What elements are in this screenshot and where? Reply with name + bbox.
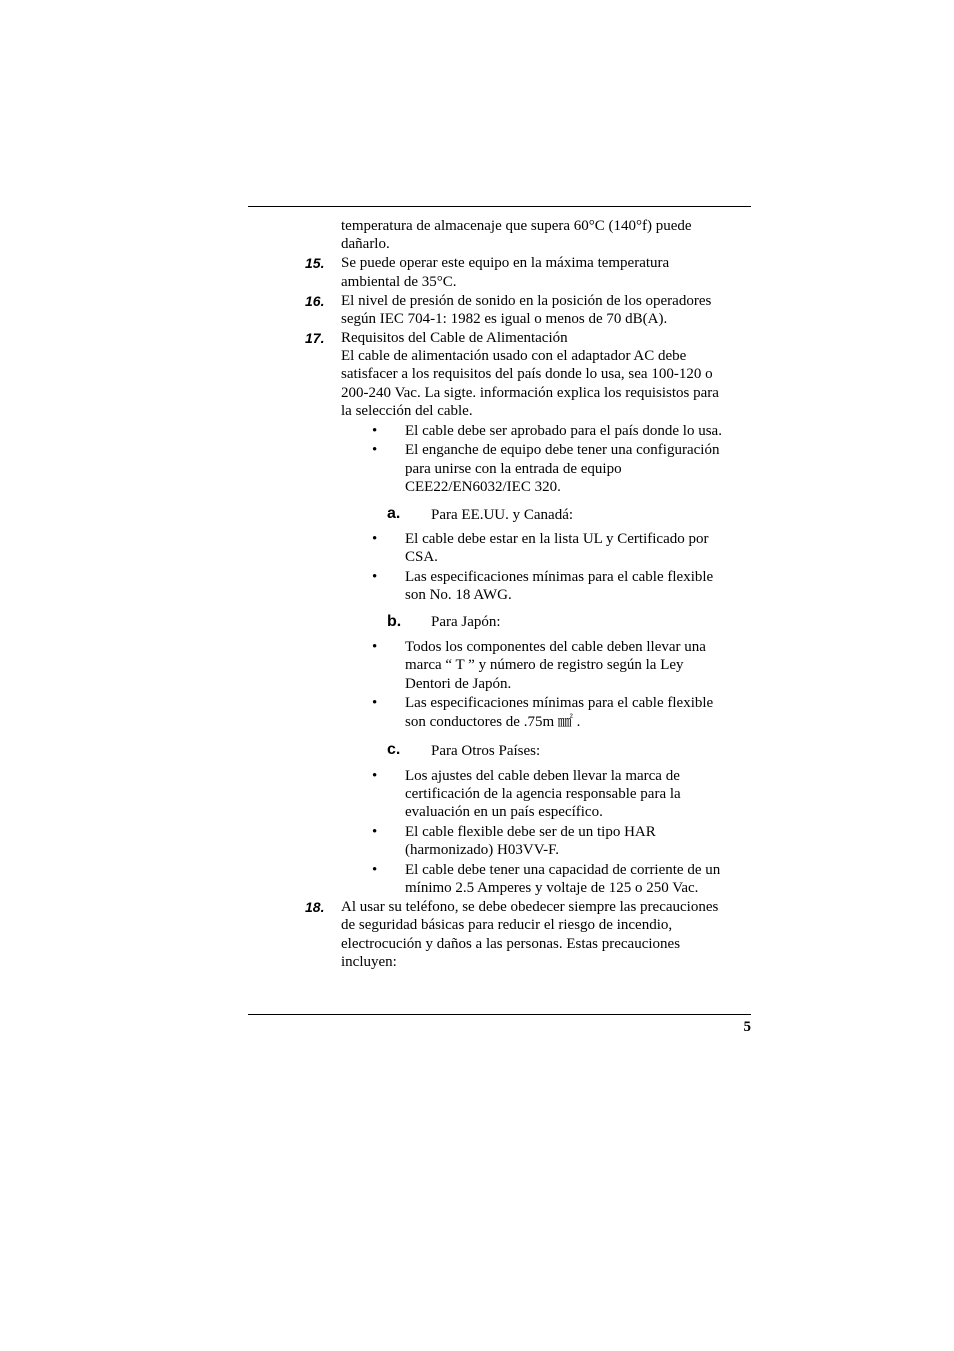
item-17-line: la selección del cable.: [341, 403, 473, 419]
section-c-bullet-line: El cable debe tener una capacidad de corriente de un: [405, 862, 721, 878]
general-bullet-line: El cable debe ser aprobado para el país donde lo usa.: [405, 423, 722, 439]
section-b-bullet-line: Todos los componentes del cable deben llevar una: [405, 639, 706, 655]
section-c-bullet-line: (harmonizado) H03VV-F.: [405, 842, 560, 858]
bullet-icon: •: [372, 695, 378, 711]
bullet-icon: •: [372, 824, 378, 840]
item-15-line: Se puede operar este equipo en la máxima temperatura: [341, 255, 670, 271]
item-18-line: de seguridad básicas para reducir el riesgo de incendio,: [341, 917, 673, 933]
item-18-line: electrocución y daños a las personas. Estas precauciones: [341, 936, 681, 952]
item-17-line: El cable de alimentación usado con el adaptador AC debe: [341, 348, 687, 364]
section-c-bullet-line: certificación de la agencia responsable para la: [405, 786, 681, 802]
section-a-bullet-line: El cable debe estar en la lista UL y Certificado por: [405, 531, 709, 547]
item-number-18: 18.: [305, 899, 325, 915]
intro-line: dañarlo.: [341, 236, 390, 252]
bullet-icon: •: [372, 639, 378, 655]
item-18-line: Al usar su teléfono, se debe obedecer siempre las precauciones: [341, 899, 719, 915]
item-17-heading: Requisitos del Cable de Alimentación: [341, 330, 568, 346]
item-16-line: según IEC 704-1: 1982 es igual o menos de 70 dB(A).: [341, 311, 668, 327]
section-c-bullet-line: Los ajustes del cable deben llevar la marca de: [405, 768, 680, 784]
item-number-16: 16.: [305, 293, 325, 309]
section-c-bullet-line: evaluación en un país específico.: [405, 804, 603, 820]
bullet-icon: •: [372, 442, 378, 458]
item-15-line: ambiental de 35°C.: [341, 274, 457, 290]
section-b-bullet-line: Dentori de Japón.: [405, 676, 512, 692]
section-a-bullet-line: CSA.: [405, 549, 438, 565]
section-label-c: Para Otros Países:: [431, 743, 541, 759]
section-b-bullet-line: marca “ T ” y número de registro según la Ley: [405, 657, 684, 673]
item-17-line: 200-240 Vac. La sigte. información explica los requisistos para: [341, 385, 719, 401]
bullet-icon: •: [372, 768, 378, 784]
item-17-line: satisfacer a los requisitos del país donde lo usa, sea 100-120 o: [341, 366, 713, 382]
section-letter-b: b.: [387, 613, 402, 630]
section-a-bullet-line: son No. 18 AWG.: [405, 587, 512, 603]
section-letter-c: c.: [387, 741, 401, 758]
bullet-icon: •: [372, 569, 378, 585]
page-number: 5: [743, 1019, 751, 1035]
item-number-17: 17.: [305, 330, 325, 346]
section-a-bullet-line: Las especificaciones mínimas para el cable flexible: [405, 569, 714, 585]
section-label-b: Para Japón:: [431, 614, 501, 630]
section-c-bullet-line: El cable flexible debe ser de un tipo HAR: [405, 824, 656, 840]
intro-line: temperatura de almacenaje que supera 60°C (140°f) puede: [341, 218, 692, 234]
bullet-icon: •: [372, 423, 378, 439]
section-b-bullet-line: son conductores de .75m ㎟ .: [405, 714, 581, 730]
header-rule: [248, 206, 751, 207]
general-bullet-line: para unirse con la entrada de equipo: [405, 461, 622, 477]
item-16-line: El nivel de presión de sonido en la posición de los operadores: [341, 293, 712, 309]
item-number-15: 15.: [305, 255, 325, 271]
bullet-icon: •: [372, 862, 378, 878]
section-b-bullet-line: Las especificaciones mínimas para el cable flexible: [405, 695, 714, 711]
general-bullet-line: CEE22/EN6032/IEC 320.: [405, 479, 561, 495]
bullet-icon: •: [372, 531, 378, 547]
item-18-line: incluyen:: [341, 954, 397, 970]
section-label-a: Para EE.UU. y Canadá:: [431, 507, 574, 523]
general-bullet-line: El enganche de equipo debe tener una configuración: [405, 442, 720, 458]
section-c-bullet-line: mínimo 2.5 Amperes y voltaje de 125 o 250 Vac.: [405, 880, 699, 896]
footer-rule: [248, 1014, 751, 1015]
section-letter-a: a.: [387, 505, 401, 522]
